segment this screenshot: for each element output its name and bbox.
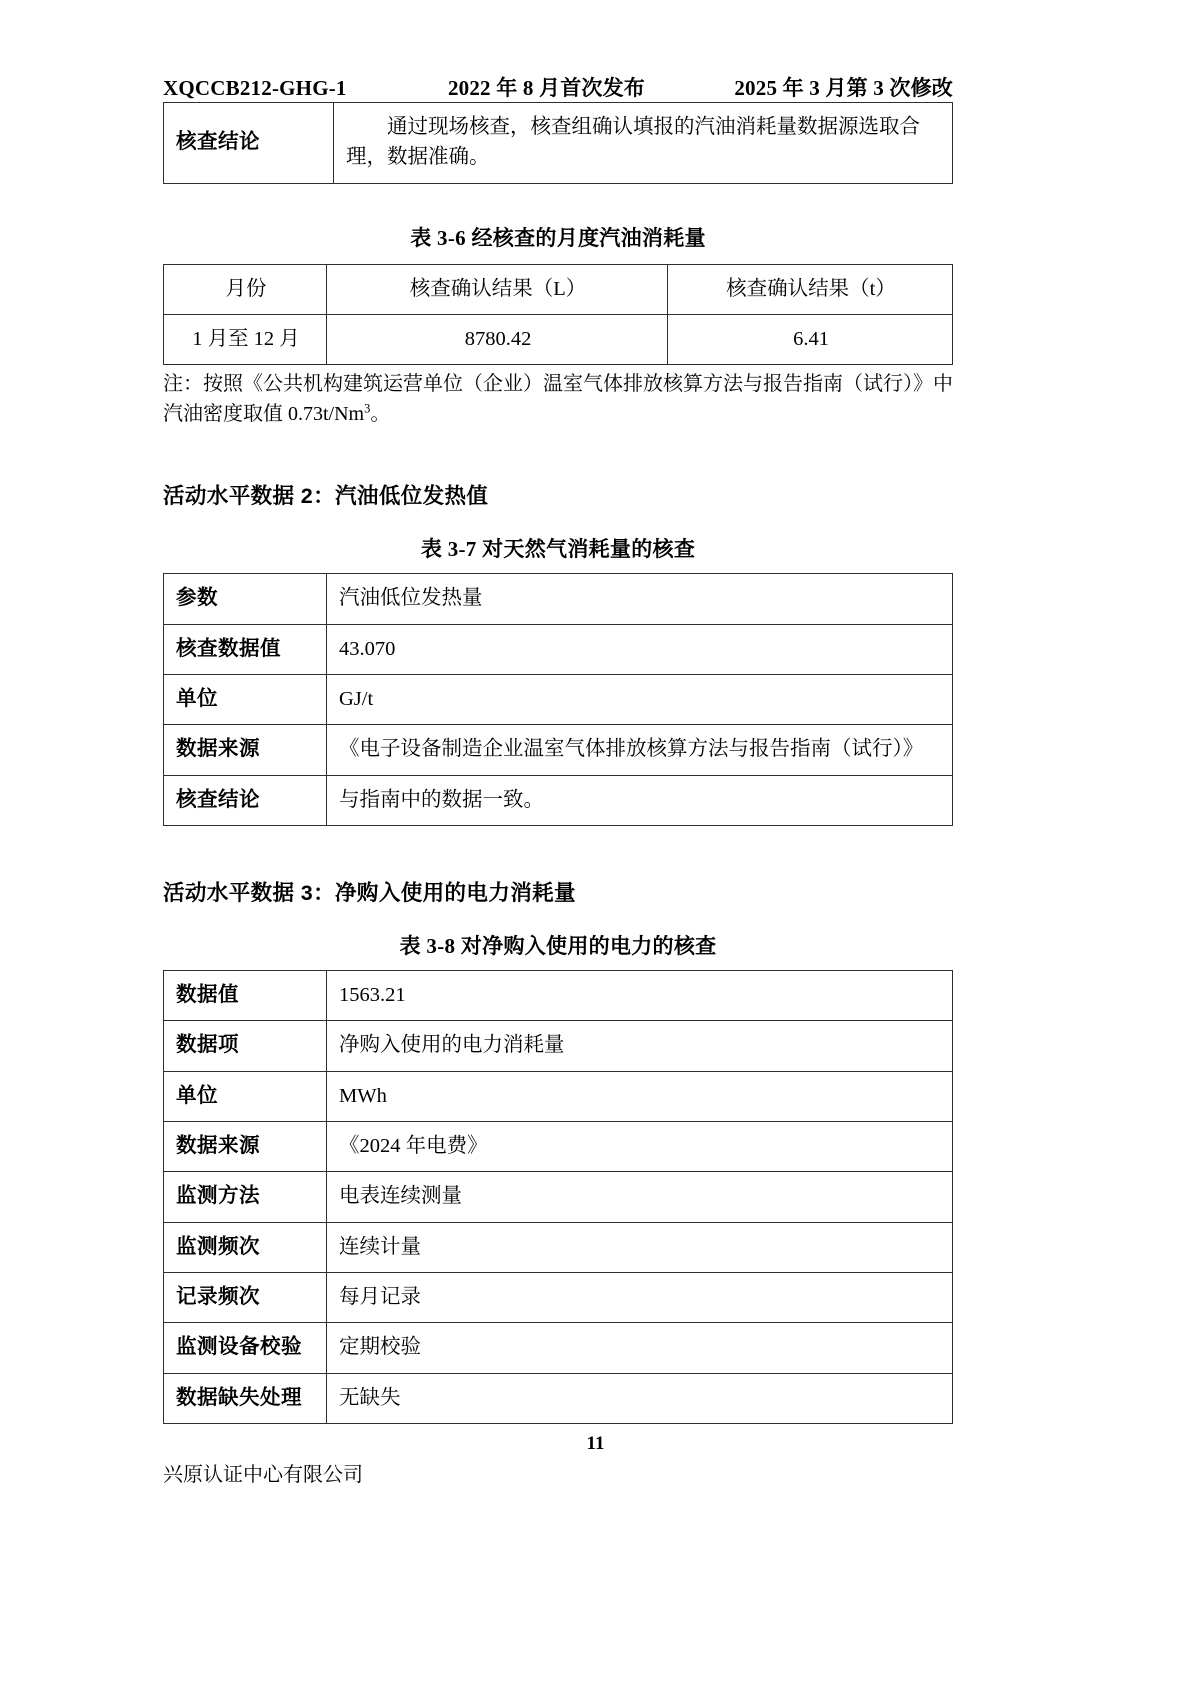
page-number: 11 [586,1433,605,1454]
page-content [163,0,953,1424]
revision-date: 2025 年 3 月第 3 次修改 [734,76,953,100]
table-row [164,574,953,624]
row-value-missing-data-handling: 无缺失 [327,1373,953,1423]
table-row [164,970,953,1020]
cell-month-range: 1 月至 12 月 [164,314,327,364]
row-value-data-item: 净购入使用的电力消耗量 [327,1021,953,1071]
table-row [164,1121,953,1171]
note-line-2-suffix: 。 [370,403,391,426]
table-3-6 [163,264,953,366]
row-value-monitoring-frequency: 连续计量 [327,1222,953,1272]
table-3-7-caption: 表 3-7 对天然气消耗量的核查 [420,537,696,562]
table-row [164,103,953,184]
row-value: 通过现场核查，核查组确认填报的汽油消耗量数据源选取合理，数据准确。 [334,103,953,184]
document-code: XQCCB212-GHG-1 [163,76,347,100]
row-value-conclusion: 与指南中的数据一致。 [327,775,953,825]
table-row [164,624,953,674]
row-label-parameter: 参数 [164,574,327,624]
row-label-monitoring-method: 监测方法 [164,1172,327,1222]
cell-value-tonne: 6.41 [668,314,953,364]
section-heading-activity-data-3: 活动水平数据 3：净购入使用的电力消耗量 [163,880,576,905]
table-row [164,314,953,364]
table-3-8 [163,970,953,1424]
row-label-monitoring-frequency: 监测频次 [164,1222,327,1272]
running-header [163,72,953,102]
row-label-record-frequency: 记录频次 [164,1272,327,1322]
row-value-unit: GJ/t [327,674,953,724]
note-line-2-prefix: 汽油密度取值 0.73t/Nm [163,403,365,426]
cell-value-litre: 8780.42 [327,314,668,364]
table-header-row [164,264,953,314]
row-label-equipment-calibration: 监测设备校验 [164,1323,327,1373]
row-value-record-frequency: 每月记录 [327,1272,953,1322]
table-row [164,1021,953,1071]
table-row [164,1071,953,1121]
column-header-month: 月份 [164,264,327,314]
table-3-6-caption: 表 3-6 经核查的月度汽油消耗量 [410,225,706,250]
row-value-verified-value: 43.070 [327,624,953,674]
note-line-1: 注：按照《公共机构建筑运营单位（企业）温室气体排放核算方法与报告指南（试行）》中 [163,373,953,396]
first-issue-date: 2022 年 8 月首次发布 [447,76,646,100]
table-3-7 [163,573,953,826]
table-row [164,725,953,775]
column-header-result-litre: 核查确认结果（L） [327,264,668,314]
table-row [164,674,953,724]
column-header-result-tonne: 核查确认结果（t） [668,264,953,314]
table-row [164,1323,953,1373]
row-value-unit: MWh [327,1071,953,1121]
table-row [164,1172,953,1222]
table-row [164,775,953,825]
table-3-6-note [163,369,953,429]
row-label-verified-value: 核查数据值 [164,624,327,674]
row-value-data-source: 《电子设备制造企业温室气体排放核算方法与报告指南（试行）》 [327,725,953,775]
section-heading-activity-data-2: 活动水平数据 2：汽油低位发热值 [163,484,489,509]
footer-organization: 兴原认证中心有限公司 [163,1464,363,1486]
row-label-data-source: 数据来源 [164,725,327,775]
table-row [164,1272,953,1322]
row-value-monitoring-method: 电表连续测量 [327,1172,953,1222]
row-label-unit: 单位 [164,1071,327,1121]
row-value-equipment-calibration: 定期校验 [327,1323,953,1373]
row-label-data-item: 数据项 [164,1021,327,1071]
row-label-conclusion: 核查结论 [164,775,327,825]
row-label: 核查结论 [164,103,334,184]
note-superscript: 3 [364,401,371,416]
table-3-8-caption: 表 3-8 对净购入使用的电力的核查 [399,933,717,958]
table-row [164,1373,953,1423]
row-value-data-source: 《2024 年电费》 [327,1121,953,1171]
row-label-data-source: 数据来源 [164,1121,327,1171]
row-value-data-value: 1563.21 [327,970,953,1020]
row-value-parameter: 汽油低位发热量 [327,574,953,624]
row-label-data-value: 数据值 [164,970,327,1020]
verification-conclusion-table [163,102,953,184]
row-label-missing-data-handling: 数据缺失处理 [164,1373,327,1423]
row-label-unit: 单位 [164,674,327,724]
table-row [164,1222,953,1272]
